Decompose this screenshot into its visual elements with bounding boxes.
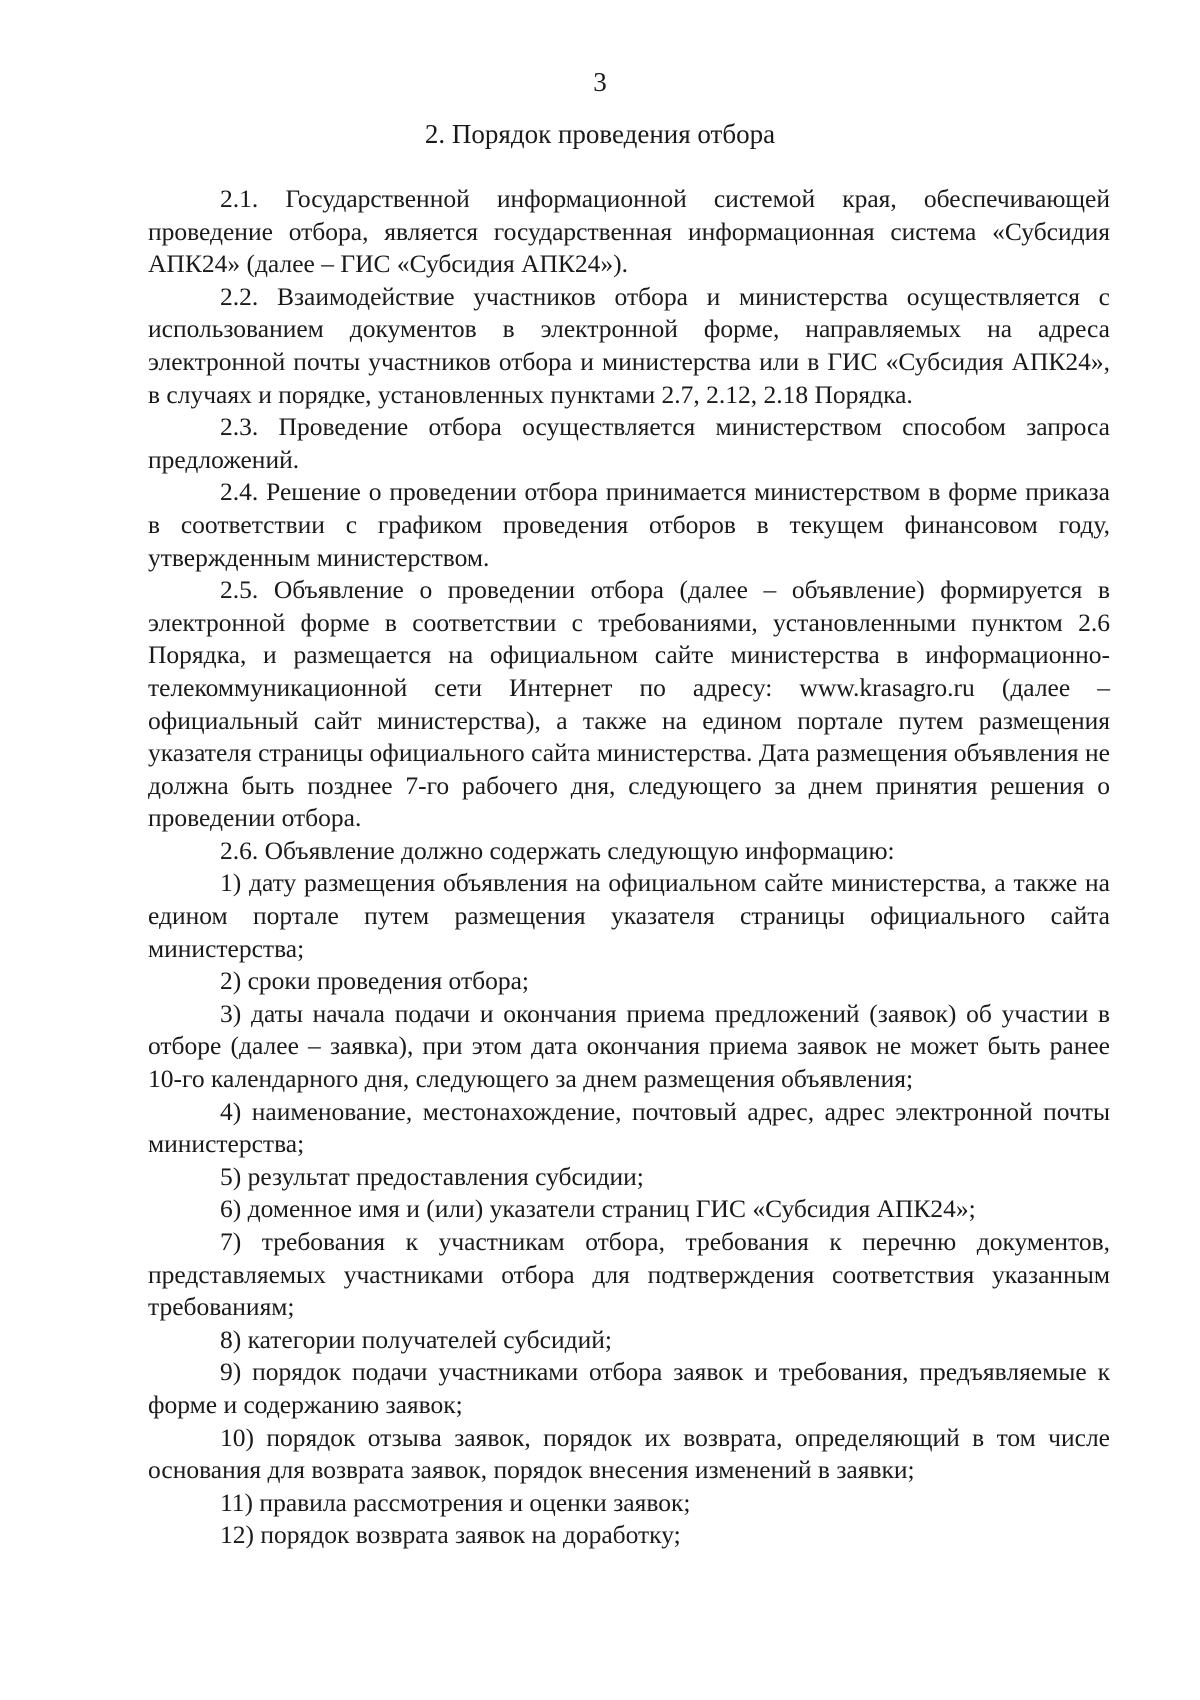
list-item-6: 6) доменное имя и (или) указатели страниц ГИС «Субсидия АПК24»; (220, 1194, 976, 1224)
paragraph-2-4: 2.4. Решение о проведении отбора принимается министерством в форме приказа в соответствии с графиком проведения отборов в текущем финансовом году, утвержденным министерством. (148, 477, 1110, 572)
list-item-12: 12) порядок возврата заявок на доработку; (220, 1520, 681, 1550)
list-item-1: 1) дату размещения объявления на официальном сайте министерства, а также на едином портале путем размещения указателя страницы официального сайта министерства; (148, 868, 1110, 963)
paragraph-2-2: 2.2. Взаимодействие участников отбора и министерства осуществляется с использованием документов в электронной форме, направляемых на адреса электронной почты участников отбора и министерства или в ГИС «Субсидия АПК24», в случаях и порядке, установленных пунктами 2.7, 2.12, 2.18 Порядка. (148, 281, 1110, 409)
paragraph-2-6: 2.6. Объявление должно содержать следующую информацию: (220, 835, 895, 865)
section-title: 2. Порядок проведения отбора (424, 119, 776, 149)
page-number: 3 (593, 67, 607, 97)
paragraph-2-5: 2.5. Объявление о проведении отбора (далее – объявление) формируется в электронной форме в соответствии с требованиями, установленными пунктом 2.6 Порядка, и размещается на официальном сайте министерства в информационно-телекоммуникационной сети Интернет по адресу: www.krasagro.ru (далее – официальный сайт министерства), а также на едином портале путем размещения указателя страницы официального сайта министерства. Дата размещения объявления не должна быть позднее 7-го рабочего дня, следующего за днем принятия решения о проведении отбора. (148, 575, 1110, 833)
document-body (148, 183, 1110, 1552)
list-item-9: 9) порядок подачи участниками отбора заявок и требования, предъявляемые к форме и содержанию заявок; (148, 1357, 1110, 1419)
list-item-3: 3) даты начала подачи и окончания приема предложений (заявок) об участии в отборе (далее – заявка), при этом дата окончания приема заявок не может быть ранее 10-го календарного дня, следующего за днем размещения объявления; (148, 998, 1110, 1094)
list-item-4: 4) наименование, местонахождение, почтовый адрес, адрес электронной почты министерства; (148, 1096, 1110, 1159)
list-item-8: 8) категории получателей субсидий; (220, 1324, 612, 1354)
paragraph-2-3: 2.3. Проведение отбора осуществляется министерством способом запроса предложений. (148, 412, 1110, 474)
list-item-2: 2) сроки проведения отбора; (220, 966, 529, 996)
list-item-7: 7) требования к участникам отбора, требования к перечню документов, представляемых участниками отбора для подтверждения соответствия указанным требованиям; (148, 1227, 1110, 1322)
list-item-10: 10) порядок отзыва заявок, порядок их возврата, определяющий в том числе основания для возврата заявок, порядок внесения изменений в заявки; (148, 1422, 1110, 1485)
list-item-5: 5) результат предоставления субсидии; (220, 1161, 644, 1191)
list-item-11: 11) правила рассмотрения и оценки заявок; (220, 1487, 691, 1517)
paragraph-2-1: 2.1. Государственной информационной системой края, обеспечивающей проведение отбора, является государственная информационная система «Субсидия АПК24» (далее – ГИС «Субсидия АПК24»). (148, 184, 1110, 279)
